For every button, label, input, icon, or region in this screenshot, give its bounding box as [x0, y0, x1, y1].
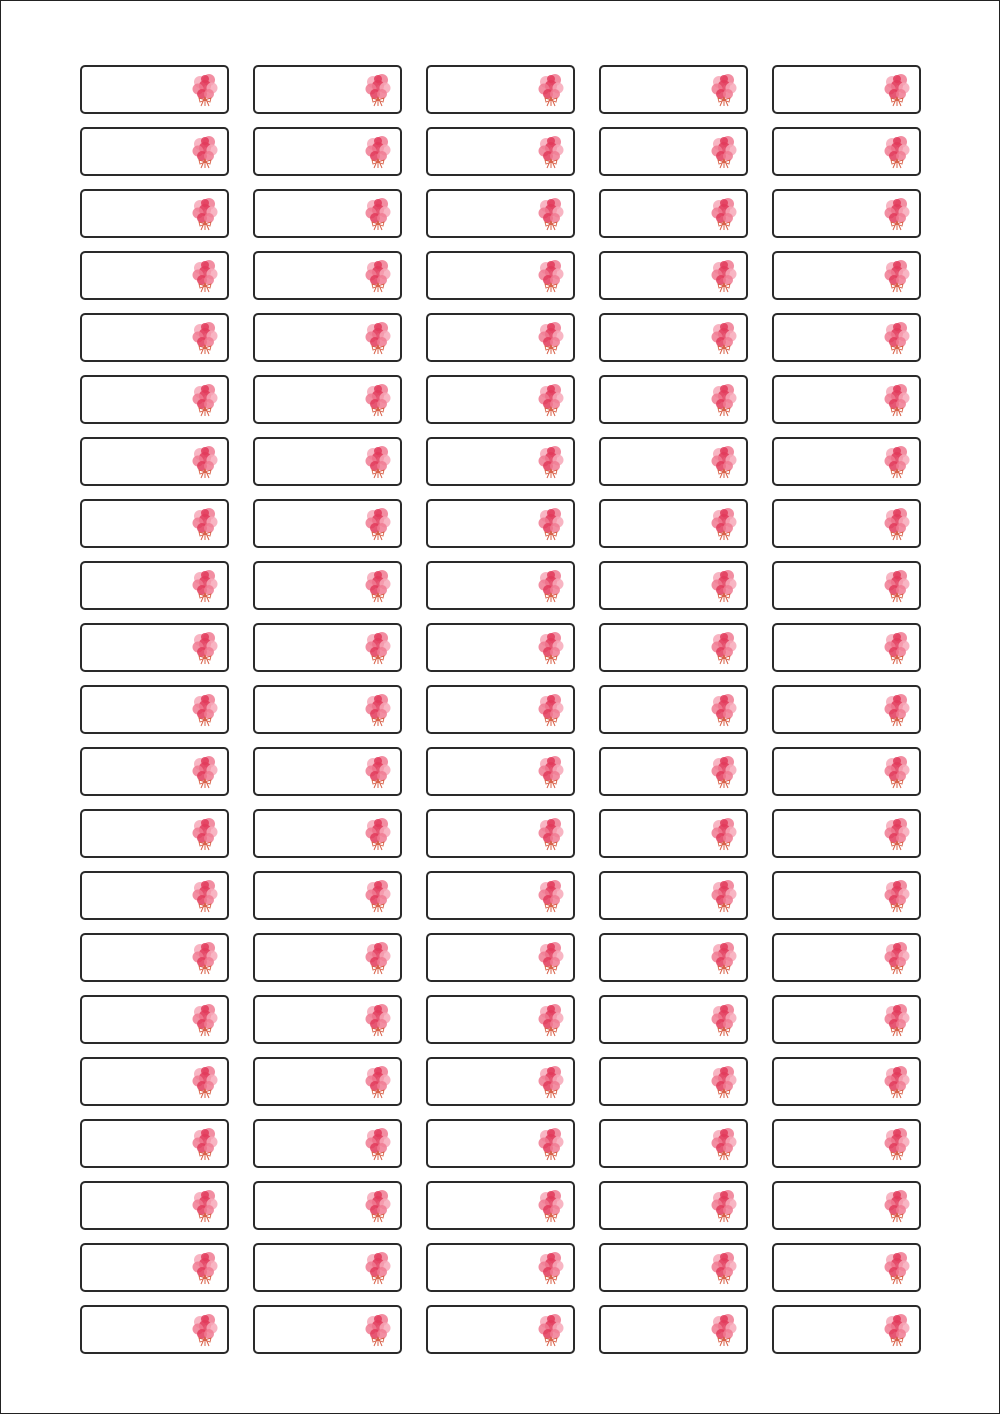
flower-bouquet-icon: [883, 1313, 911, 1348]
flower-bouquet-icon: [710, 1189, 738, 1224]
address-label[interactable]: [599, 1305, 748, 1354]
address-label[interactable]: [80, 623, 229, 672]
address-label[interactable]: [253, 375, 402, 424]
address-label[interactable]: [253, 933, 402, 982]
address-label[interactable]: [599, 1119, 748, 1168]
flower-bouquet-icon: [537, 197, 565, 232]
address-label[interactable]: [253, 189, 402, 238]
flower-bouquet-icon: [537, 135, 565, 170]
address-label[interactable]: [80, 933, 229, 982]
address-label[interactable]: [772, 1057, 921, 1106]
flower-bouquet-icon: [537, 631, 565, 666]
address-label[interactable]: [426, 871, 575, 920]
flower-bouquet-icon: [191, 569, 219, 604]
flower-bouquet-icon: [883, 755, 911, 790]
address-label[interactable]: [599, 561, 748, 610]
address-label[interactable]: [253, 623, 402, 672]
flower-bouquet-icon: [883, 197, 911, 232]
address-label[interactable]: [426, 375, 575, 424]
address-label[interactable]: [80, 375, 229, 424]
flower-bouquet-icon: [191, 879, 219, 914]
flower-bouquet-icon: [191, 1065, 219, 1100]
address-label[interactable]: [253, 809, 402, 858]
address-label[interactable]: [599, 65, 748, 114]
flower-bouquet-icon: [537, 1003, 565, 1038]
address-label[interactable]: [253, 995, 402, 1044]
flower-bouquet-icon: [191, 135, 219, 170]
address-label[interactable]: [772, 313, 921, 362]
flower-bouquet-icon: [537, 321, 565, 356]
address-label[interactable]: [426, 499, 575, 548]
address-label[interactable]: [253, 1119, 402, 1168]
address-label[interactable]: [599, 437, 748, 486]
address-label[interactable]: [599, 1243, 748, 1292]
address-label[interactable]: [426, 933, 575, 982]
flower-bouquet-icon: [191, 1127, 219, 1162]
flower-bouquet-icon: [710, 631, 738, 666]
address-label[interactable]: [599, 375, 748, 424]
address-label[interactable]: [80, 313, 229, 362]
flower-bouquet-icon: [883, 1189, 911, 1224]
address-label[interactable]: [772, 375, 921, 424]
address-label[interactable]: [426, 561, 575, 610]
flower-bouquet-icon: [537, 1251, 565, 1286]
address-label[interactable]: [80, 685, 229, 734]
address-label[interactable]: [772, 623, 921, 672]
address-label[interactable]: [80, 437, 229, 486]
address-label[interactable]: [253, 499, 402, 548]
address-label[interactable]: [772, 871, 921, 920]
flower-bouquet-icon: [191, 1189, 219, 1224]
address-label[interactable]: [80, 1243, 229, 1292]
address-label[interactable]: [253, 127, 402, 176]
flower-bouquet-icon: [364, 879, 392, 914]
address-label[interactable]: [772, 499, 921, 548]
flower-bouquet-icon: [710, 569, 738, 604]
address-label[interactable]: [426, 189, 575, 238]
address-label[interactable]: [253, 1243, 402, 1292]
address-label[interactable]: [80, 1305, 229, 1354]
flower-bouquet-icon: [710, 693, 738, 728]
address-label[interactable]: [772, 1243, 921, 1292]
flower-bouquet-icon: [364, 1065, 392, 1100]
address-label[interactable]: [599, 871, 748, 920]
address-label[interactable]: [253, 251, 402, 300]
address-label[interactable]: [599, 747, 748, 796]
address-label[interactable]: [599, 499, 748, 548]
address-label[interactable]: [426, 623, 575, 672]
flower-bouquet-icon: [191, 693, 219, 728]
address-label[interactable]: [599, 1181, 748, 1230]
address-label[interactable]: [80, 499, 229, 548]
address-label[interactable]: [426, 1057, 575, 1106]
flower-bouquet-icon: [191, 73, 219, 108]
address-label[interactable]: [80, 127, 229, 176]
flower-bouquet-icon: [710, 197, 738, 232]
flower-bouquet-icon: [710, 1127, 738, 1162]
address-label[interactable]: [599, 933, 748, 982]
address-label[interactable]: [80, 251, 229, 300]
flower-bouquet-icon: [710, 1313, 738, 1348]
address-label[interactable]: [599, 127, 748, 176]
flower-bouquet-icon: [364, 259, 392, 294]
flower-bouquet-icon: [710, 507, 738, 542]
address-label[interactable]: [599, 623, 748, 672]
flower-bouquet-icon: [364, 693, 392, 728]
flower-bouquet-icon: [191, 1003, 219, 1038]
address-label[interactable]: [426, 437, 575, 486]
flower-bouquet-icon: [364, 135, 392, 170]
flower-bouquet-icon: [364, 941, 392, 976]
address-label[interactable]: [772, 1119, 921, 1168]
flower-bouquet-icon: [883, 73, 911, 108]
flower-bouquet-icon: [364, 73, 392, 108]
address-label[interactable]: [772, 747, 921, 796]
address-label[interactable]: [253, 871, 402, 920]
flower-bouquet-icon: [883, 941, 911, 976]
flower-bouquet-icon: [883, 259, 911, 294]
flower-bouquet-icon: [883, 879, 911, 914]
flower-bouquet-icon: [883, 1127, 911, 1162]
flower-bouquet-icon: [537, 445, 565, 480]
address-label[interactable]: [253, 313, 402, 362]
flower-bouquet-icon: [364, 445, 392, 480]
flower-bouquet-icon: [883, 1251, 911, 1286]
flower-bouquet-icon: [364, 755, 392, 790]
address-label[interactable]: [599, 189, 748, 238]
flower-bouquet-icon: [364, 1127, 392, 1162]
address-label[interactable]: [599, 313, 748, 362]
flower-bouquet-icon: [710, 1065, 738, 1100]
address-label[interactable]: [426, 127, 575, 176]
flower-bouquet-icon: [191, 755, 219, 790]
flower-bouquet-icon: [537, 1127, 565, 1162]
flower-bouquet-icon: [710, 73, 738, 108]
address-label[interactable]: [253, 1305, 402, 1354]
address-label[interactable]: [599, 995, 748, 1044]
flower-bouquet-icon: [537, 693, 565, 728]
flower-bouquet-icon: [710, 321, 738, 356]
flower-bouquet-icon: [710, 755, 738, 790]
flower-bouquet-icon: [191, 383, 219, 418]
address-label[interactable]: [426, 313, 575, 362]
flower-bouquet-icon: [883, 569, 911, 604]
flower-bouquet-icon: [537, 1189, 565, 1224]
flower-bouquet-icon: [883, 1065, 911, 1100]
address-label[interactable]: [253, 685, 402, 734]
address-label[interactable]: [80, 189, 229, 238]
address-label[interactable]: [426, 995, 575, 1044]
flower-bouquet-icon: [883, 631, 911, 666]
address-label[interactable]: [253, 437, 402, 486]
flower-bouquet-icon: [191, 817, 219, 852]
flower-bouquet-icon: [537, 73, 565, 108]
flower-bouquet-icon: [191, 197, 219, 232]
address-label[interactable]: [426, 1243, 575, 1292]
flower-bouquet-icon: [883, 383, 911, 418]
flower-bouquet-icon: [883, 135, 911, 170]
address-label[interactable]: [426, 685, 575, 734]
flower-bouquet-icon: [191, 507, 219, 542]
flower-bouquet-icon: [537, 755, 565, 790]
flower-bouquet-icon: [710, 135, 738, 170]
flower-bouquet-icon: [537, 1065, 565, 1100]
address-label[interactable]: [426, 809, 575, 858]
flower-bouquet-icon: [364, 1251, 392, 1286]
flower-bouquet-icon: [537, 817, 565, 852]
flower-bouquet-icon: [191, 445, 219, 480]
address-label[interactable]: [772, 189, 921, 238]
flower-bouquet-icon: [537, 507, 565, 542]
flower-bouquet-icon: [710, 1003, 738, 1038]
address-label[interactable]: [253, 561, 402, 610]
flower-bouquet-icon: [883, 321, 911, 356]
address-label[interactable]: [80, 809, 229, 858]
flower-bouquet-icon: [364, 383, 392, 418]
address-label[interactable]: [80, 747, 229, 796]
address-label[interactable]: [772, 251, 921, 300]
flower-bouquet-icon: [710, 941, 738, 976]
flower-bouquet-icon: [364, 197, 392, 232]
address-label[interactable]: [80, 65, 229, 114]
flower-bouquet-icon: [191, 1251, 219, 1286]
address-label[interactable]: [426, 1305, 575, 1354]
address-label[interactable]: [772, 1181, 921, 1230]
address-label[interactable]: [253, 747, 402, 796]
flower-bouquet-icon: [191, 631, 219, 666]
label-grid: [80, 65, 921, 1354]
flower-bouquet-icon: [710, 879, 738, 914]
address-label[interactable]: [599, 1057, 748, 1106]
flower-bouquet-icon: [364, 1003, 392, 1038]
flower-bouquet-icon: [710, 817, 738, 852]
flower-bouquet-icon: [710, 445, 738, 480]
address-label[interactable]: [772, 127, 921, 176]
address-label[interactable]: [80, 561, 229, 610]
flower-bouquet-icon: [191, 321, 219, 356]
address-label[interactable]: [599, 809, 748, 858]
flower-bouquet-icon: [710, 1251, 738, 1286]
flower-bouquet-icon: [537, 259, 565, 294]
flower-bouquet-icon: [191, 1313, 219, 1348]
address-label[interactable]: [80, 1057, 229, 1106]
address-label[interactable]: [599, 685, 748, 734]
address-label[interactable]: [772, 65, 921, 114]
flower-bouquet-icon: [883, 1003, 911, 1038]
flower-bouquet-icon: [364, 1189, 392, 1224]
address-label[interactable]: [80, 871, 229, 920]
address-label[interactable]: [426, 251, 575, 300]
address-label[interactable]: [426, 1119, 575, 1168]
address-label[interactable]: [80, 1119, 229, 1168]
flower-bouquet-icon: [364, 817, 392, 852]
flower-bouquet-icon: [537, 941, 565, 976]
address-label[interactable]: [80, 995, 229, 1044]
address-label[interactable]: [426, 1181, 575, 1230]
flower-bouquet-icon: [537, 569, 565, 604]
address-label[interactable]: [772, 685, 921, 734]
address-label[interactable]: [772, 995, 921, 1044]
flower-bouquet-icon: [364, 569, 392, 604]
address-label[interactable]: [253, 1057, 402, 1106]
flower-bouquet-icon: [883, 693, 911, 728]
address-label[interactable]: [772, 437, 921, 486]
address-label[interactable]: [253, 1181, 402, 1230]
address-label[interactable]: [253, 65, 402, 114]
address-label[interactable]: [599, 251, 748, 300]
address-label[interactable]: [772, 1305, 921, 1354]
address-label[interactable]: [772, 809, 921, 858]
address-label[interactable]: [772, 933, 921, 982]
address-label[interactable]: [426, 65, 575, 114]
flower-bouquet-icon: [364, 507, 392, 542]
address-label[interactable]: [80, 1181, 229, 1230]
flower-bouquet-icon: [191, 259, 219, 294]
flower-bouquet-icon: [191, 941, 219, 976]
flower-bouquet-icon: [883, 507, 911, 542]
flower-bouquet-icon: [364, 631, 392, 666]
flower-bouquet-icon: [537, 1313, 565, 1348]
flower-bouquet-icon: [883, 817, 911, 852]
flower-bouquet-icon: [710, 259, 738, 294]
flower-bouquet-icon: [537, 879, 565, 914]
flower-bouquet-icon: [710, 383, 738, 418]
flower-bouquet-icon: [364, 321, 392, 356]
address-label[interactable]: [772, 561, 921, 610]
flower-bouquet-icon: [364, 1313, 392, 1348]
flower-bouquet-icon: [537, 383, 565, 418]
flower-bouquet-icon: [883, 445, 911, 480]
address-label[interactable]: [426, 747, 575, 796]
